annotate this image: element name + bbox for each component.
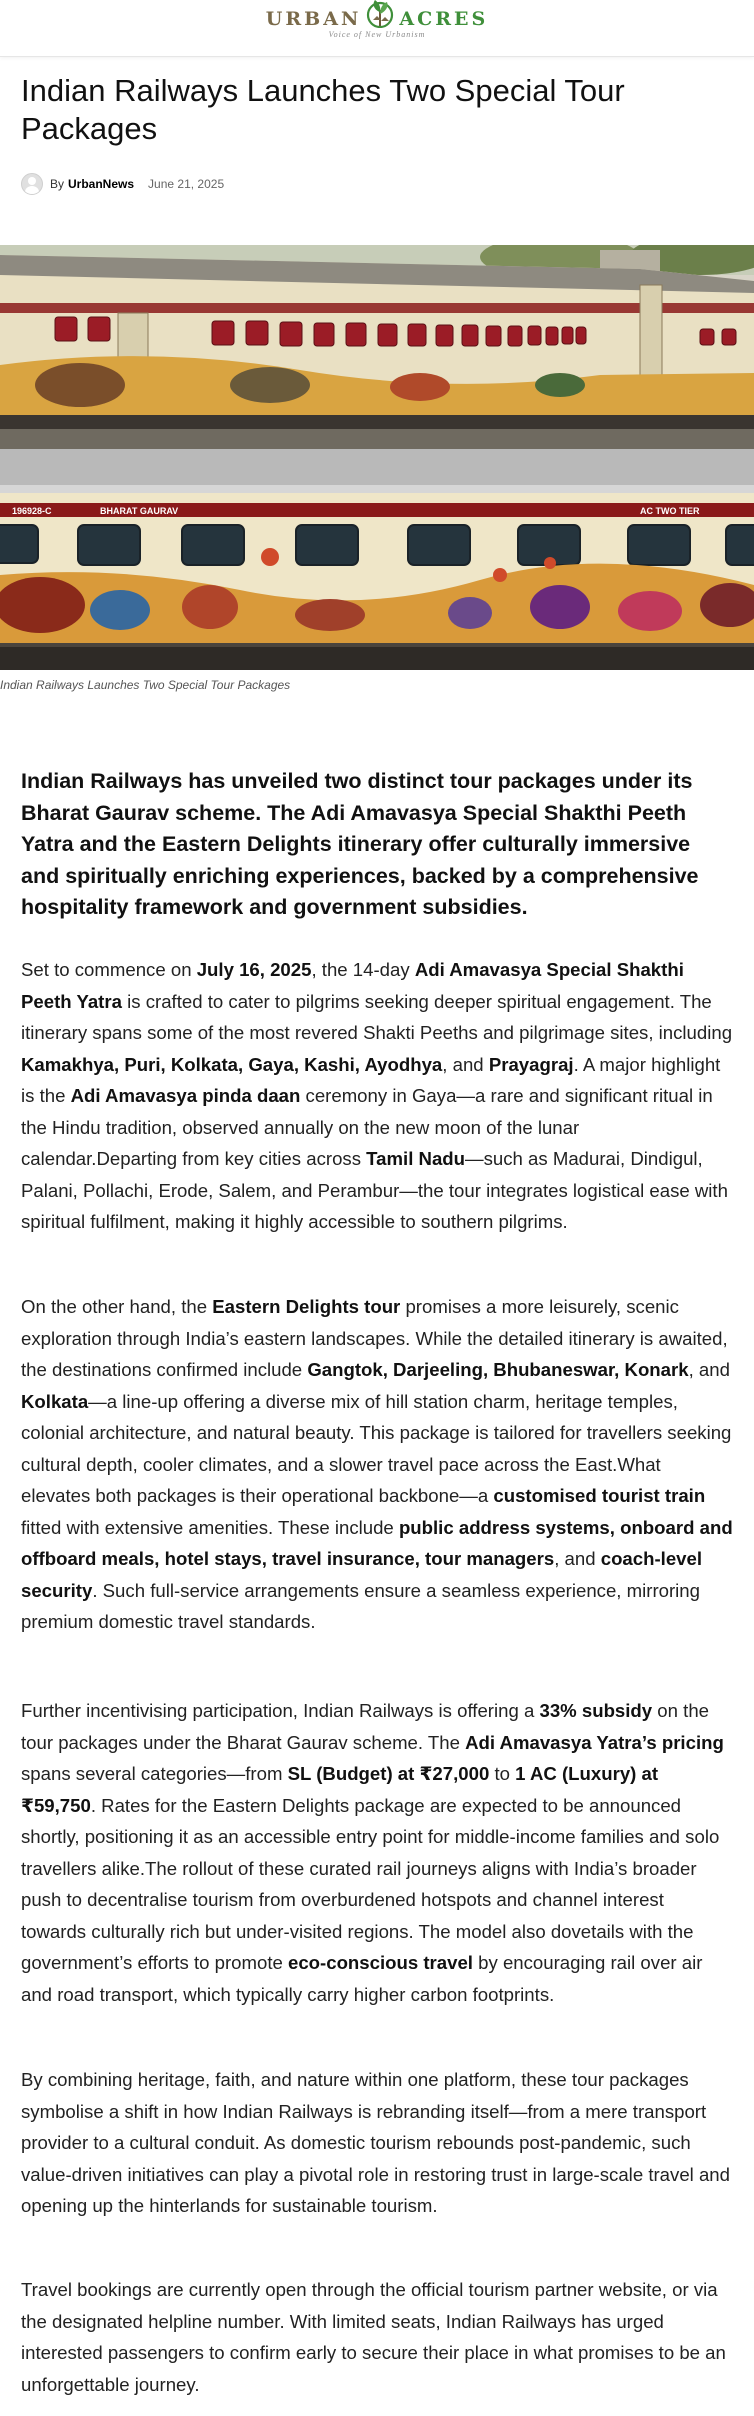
- body-text: , the 14-day: [311, 959, 415, 980]
- body-text: Travel bookings are currently open through the official tourism partner website, or via the designated helpline number. With limited seats, Indian Railways has urged interested passengers to confirm early to secure their place in what promises to be an unforgettable journey.: [21, 2279, 726, 2395]
- emphasis-text: customised tourist train: [493, 1485, 706, 1506]
- body-text: —such as Madurai, Dindigul, Palani, Pollachi, Erode, Salem, and Perambur—the tour integrates logistical ease with spiritual fulfilment, making it highly accessible to southern pilgrims.: [21, 1148, 728, 1232]
- emphasis-text: 33% subsidy: [539, 1700, 653, 1721]
- featured-image: [0, 245, 754, 670]
- article-paragraph-4: [21, 2064, 733, 2222]
- image-caption: Indian Railways Launches Two Special Tour Packages: [0, 678, 291, 692]
- emphasis-text: eco-conscious travel: [288, 1952, 473, 1973]
- body-text: ceremony in Gaya—a rare and significant ritual in the Hindu tradition, observed annually on the new moon of the lunar calendar.Departing from key cities across: [21, 1085, 713, 1169]
- emphasis-text: Adi Amavasya Yatra’s pricing: [465, 1731, 724, 1753]
- body-text: to: [489, 1763, 516, 1784]
- body-text: , and: [554, 1548, 601, 1569]
- body-text: , and: [688, 1359, 730, 1380]
- article-paragraph-2: [21, 1291, 733, 1638]
- body-text: By combining heritage, faith, and nature within one platform, these tour packages symbolise a shift in how Indian Railways is rebranding itself—from a mere transport provider to a cultural conduit. As domestic tourism rebounds post-pandemic, such value-driven initiatives can play a pivotal role in restoring trust in large-scale travel and opening up the hinterlands for sustainable tourism.: [21, 2069, 730, 2216]
- byline-prefix: By: [50, 177, 65, 191]
- site-header: [0, 0, 754, 57]
- article-paragraph-1: [21, 954, 733, 1238]
- emphasis-text: Tamil Nadu: [366, 1148, 466, 1169]
- body-text: . Such full-service arrangements ensure a seamless experience, mirroring premium domestic travel standards.: [21, 1579, 700, 1632]
- body-text: . Rates for the Eastern Delights package are expected to be announced shortly, positioning it as an accessible entry point for middle-income families and solo travellers alike.The rollout of these curated rail journeys aligns with India’s broader push to decentralise tourism from overburdened hotspots and channel interest towards culturally rich but under-visited regions. The model also dovetails with the government’s efforts to promote: [21, 1794, 720, 1973]
- article-paragraph-3: [21, 1695, 733, 2010]
- coach-type-label: AC TWO TIER: [640, 506, 700, 516]
- emphasis-text: SL (Budget) at ₹27,000: [287, 1763, 490, 1784]
- site-logo[interactable]: [0, 4, 754, 39]
- body-text: , and: [442, 1053, 489, 1075]
- article-paragraph-5: [21, 2274, 733, 2400]
- body-text: promises a more leisurely, scenic exploration through India’s eastern landscapes. While the detailed itinerary is awaited, the destinations confirmed include: [21, 1296, 728, 1380]
- body-text: spans several categories—from: [21, 1763, 288, 1784]
- logo-tagline: Voice of New Urbanism: [328, 30, 426, 39]
- body-text: on the tour packages under the Bharat Gaurav scheme. The: [21, 1700, 710, 1753]
- body-text: Further incentivising participation, Indian Railways is offering a: [21, 1700, 540, 1721]
- body-text: by encouraging rail over air and road transport, which typically carry higher carbon footprints.: [21, 1952, 703, 2005]
- body-text: fitted with extensive amenities. These include: [21, 1516, 399, 1538]
- emphasis-text: Prayagraj: [488, 1053, 574, 1075]
- emphasis-text: Gangtok, Darjeeling, Bhubaneswar, Konark: [307, 1359, 689, 1380]
- emphasis-text: public address systems, onboard and offboard meals, hotel stays, travel insurance, tour managers: [21, 1516, 733, 1569]
- body-text: —a line-up offering a diverse mix of hill station charm, heritage temples, colonial architecture, and natural beauty. This package is tailored for travellers seeking cultural depth, cooler climates, and a slower travel pace across the East.What elevates both packages is their operational backbone—a: [21, 1390, 732, 1506]
- body-text: On the other hand, the: [21, 1296, 213, 1317]
- author-link[interactable]: UrbanNews: [68, 177, 135, 191]
- emphasis-text: Eastern Delights tour: [212, 1296, 401, 1317]
- publish-date: June 21, 2025: [148, 177, 225, 191]
- emphasis-text: Kolkata: [21, 1390, 89, 1412]
- emphasis-text: coach-level security: [21, 1548, 703, 1601]
- body-text: . A major highlight is the: [21, 1053, 721, 1106]
- train-illustration: [0, 245, 754, 670]
- article-lead: Indian Railways has unveiled two distinct tour packages under its Bharat Gaurav scheme. The Adi Amavasya Special Shakthi Peeth Yatra and the Eastern Delights itinerary offer culturally immersive and spiritually enriching experiences, backed by a comprehensive hospitality framework and government subsidies.: [21, 769, 699, 919]
- emphasis-text: 1 AC (Luxury) at ₹59,750: [21, 1763, 659, 1816]
- logo-leaf-icon: [363, 0, 397, 28]
- emphasis-text: Adi Amavasya pinda daan: [70, 1085, 301, 1106]
- article-title: Indian Railways Launches Two Special Tour Packages: [21, 73, 625, 146]
- coach-number-label: 196928-C: [12, 506, 52, 516]
- emphasis-text: Kamakhya, Puri, Kolkata, Gaya, Kashi, Ayodhya: [21, 1053, 443, 1075]
- body-text: is crafted to cater to pilgrims seeking deeper spiritual engagement. The itinerary spans some of the most revered Shakti Peeths and pilgrimage sites, including: [21, 990, 733, 1043]
- emphasis-text: July 16, 2025: [196, 959, 312, 980]
- logo-text-acres: ACRES: [399, 8, 489, 30]
- coach-name-label: BHARAT GAURAV: [100, 506, 179, 516]
- logo-text-urban: URBAN: [265, 8, 362, 30]
- author-avatar-icon[interactable]: [21, 173, 43, 195]
- byline: [21, 173, 224, 195]
- body-text: Set to commence on: [21, 959, 197, 980]
- emphasis-text: Adi Amavasya Special Shakthi Peeth Yatra: [21, 959, 684, 1012]
